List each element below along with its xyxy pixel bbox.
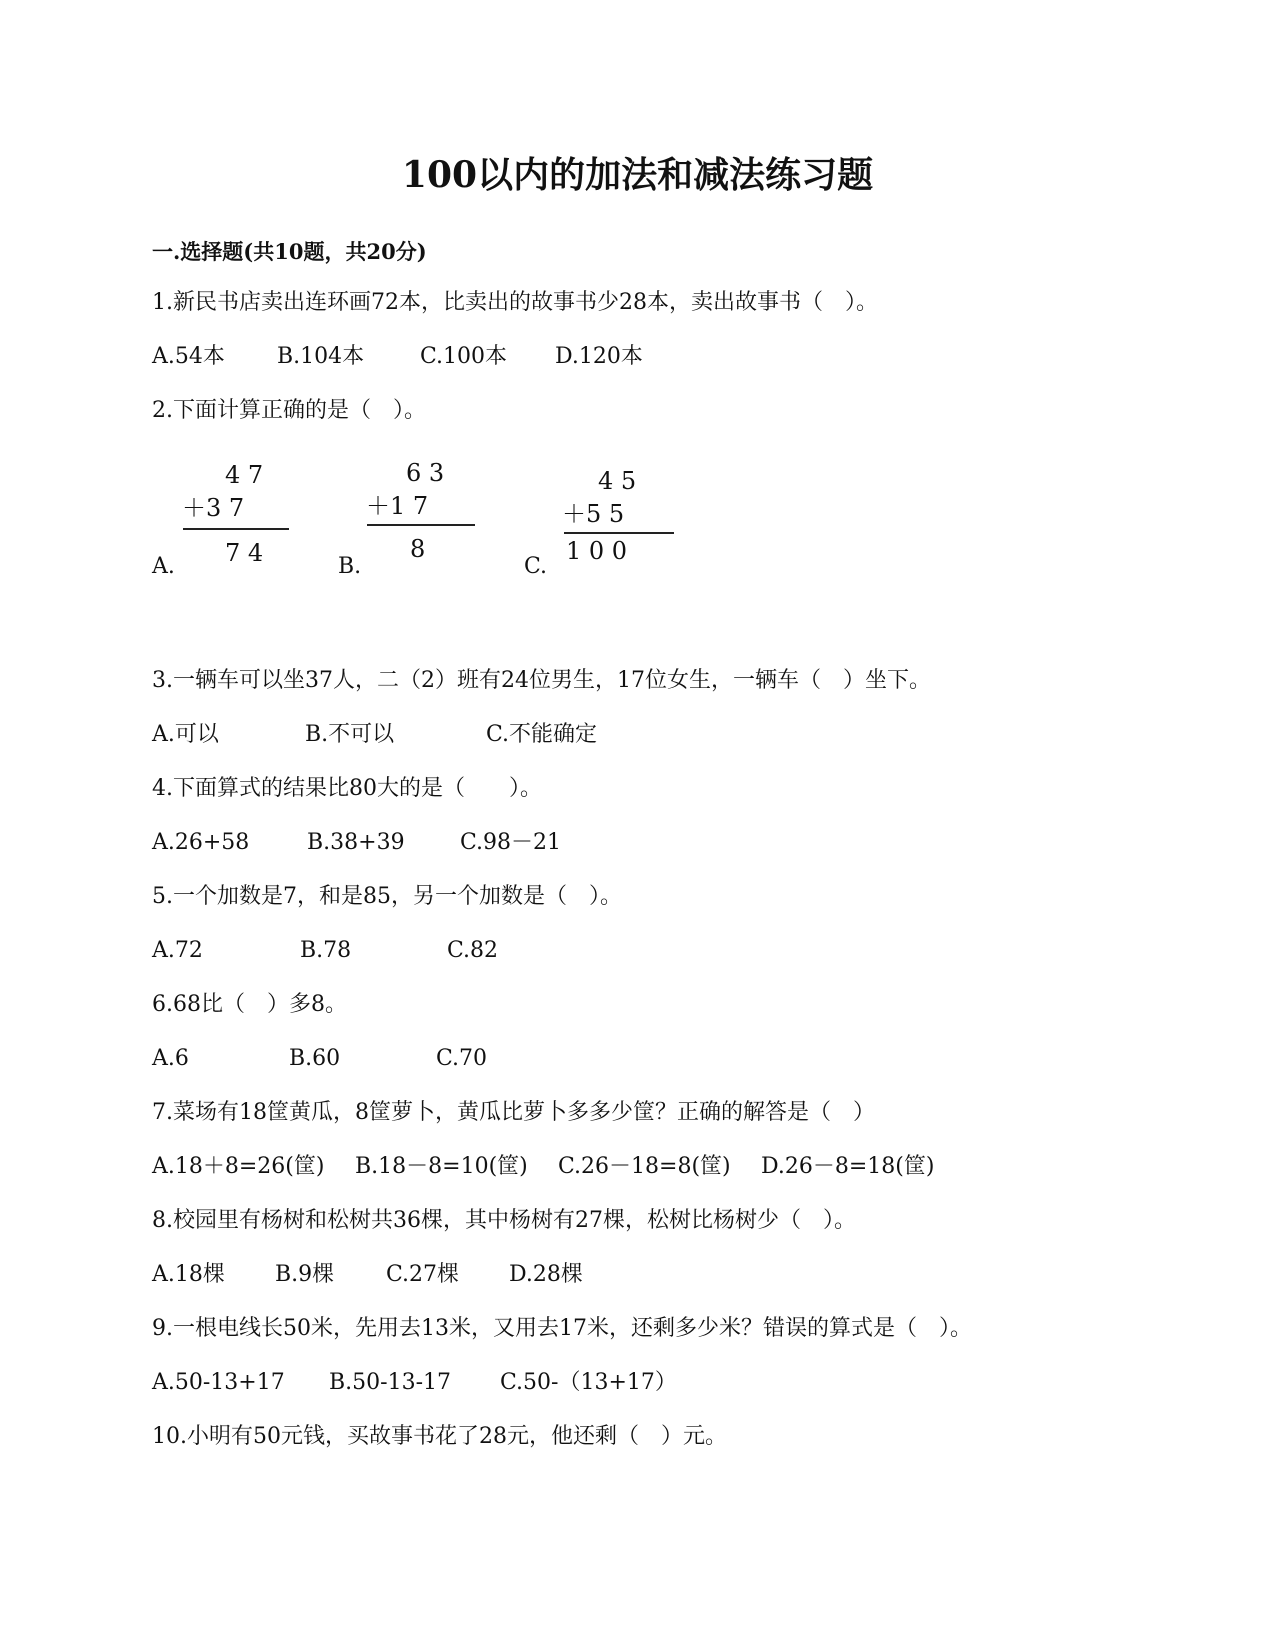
q2-c-sum-line: [564, 532, 674, 534]
q3-option-b[interactable]: B.不可以: [305, 722, 395, 747]
question-9-options: [152, 1366, 677, 1400]
question-7-options: [152, 1150, 934, 1184]
q5-option-a[interactable]: A.72: [152, 938, 203, 963]
question-4-options: [152, 826, 561, 860]
question-10: 10.小明有50元钱，买故事书花了28元，他还剩（ ）元。: [152, 1424, 727, 1449]
q4-option-b[interactable]: B.38+39: [307, 830, 405, 855]
q2-option-c-label: C.: [524, 554, 548, 579]
q8-option-b[interactable]: B.9棵: [275, 1262, 335, 1287]
q7-option-c[interactable]: C.26－18=8(筐): [558, 1154, 731, 1179]
q4-option-c[interactable]: C.98－21: [460, 830, 562, 855]
section-heading: 一.选择题(共10题，共20分): [152, 239, 427, 264]
question-8-options: [152, 1258, 583, 1292]
q6-option-c[interactable]: C.70: [436, 1046, 488, 1071]
q1-option-b[interactable]: B.104本: [277, 344, 365, 369]
question-4: 4.下面算式的结果比80大的是（ ）。: [152, 776, 542, 801]
q2-c-result: 1 0 0: [566, 537, 628, 565]
q6-option-a[interactable]: A.6: [152, 1046, 189, 1071]
q8-option-c[interactable]: C.27棵: [386, 1262, 460, 1287]
question-6: 6.68比（ ）多8。: [152, 992, 347, 1017]
q7-option-d[interactable]: D.26－8=18(筐): [761, 1154, 935, 1179]
q8-option-a[interactable]: A.18棵: [152, 1262, 225, 1287]
q1-option-a[interactable]: A.54本: [152, 344, 225, 369]
question-7: 7.菜场有18筐黄瓜，8筐萝卜，黄瓜比萝卜多多少筐？正确的解答是（ ）: [152, 1100, 875, 1125]
q2-a-sum-line: [183, 528, 289, 530]
q4-option-a[interactable]: A.26+58: [152, 830, 250, 855]
q1-option-c[interactable]: C.100本: [420, 344, 508, 369]
q5-option-b[interactable]: B.78: [300, 938, 352, 963]
question-6-options: [152, 1042, 487, 1076]
page-title: 100以内的加法和减法练习题: [401, 154, 874, 196]
q2-b-result: 8: [410, 535, 426, 563]
question-2: 2.下面计算正确的是（ ）。: [152, 398, 426, 423]
question-9: 9.一根电线长50米，先用去13米，又用去17米，还剩多少米？错误的算式是（ ）。: [152, 1316, 972, 1341]
question-1-options: [152, 340, 643, 374]
q2-b-top-addend: 6 3: [406, 459, 445, 487]
question-8: 8.校园里有杨树和松树共36棵，其中杨树有27棵，松树比杨树少（ ）。: [152, 1208, 856, 1233]
q7-option-a[interactable]: A.18＋8=26(筐): [152, 1154, 325, 1179]
question-3-options: [152, 718, 597, 752]
q3-option-c[interactable]: C.不能确定: [486, 722, 598, 747]
question-5-options: [152, 934, 498, 968]
q9-option-c[interactable]: C.50-（13+17）: [500, 1370, 677, 1395]
question-3: 3.一辆车可以坐37人，二（2）班有24位男生，17位女生，一辆车（ ）坐下。: [152, 668, 931, 693]
q2-option-a-label: A.: [152, 554, 175, 579]
q2-b-sum-line: [367, 524, 475, 526]
q9-option-a[interactable]: A.50-13+17: [152, 1370, 285, 1395]
q5-option-c[interactable]: C.82: [447, 938, 499, 963]
q2-b-bottom-addend: ＋1 7: [366, 492, 429, 520]
q2-a-top-addend: 4 7: [225, 461, 264, 489]
q2-a-result: 7 4: [225, 539, 264, 567]
question-5: 5.一个加数是7，和是85，另一个加数是（ ）。: [152, 884, 622, 909]
q1-option-d[interactable]: D.120本: [555, 344, 643, 369]
q6-option-b[interactable]: B.60: [289, 1046, 341, 1071]
q2-a-bottom-addend: ＋3 7: [182, 494, 245, 522]
q2-c-top-addend: 4 5: [598, 467, 637, 495]
q2-option-b-label: B.: [338, 554, 362, 579]
q9-option-b[interactable]: B.50-13-17: [329, 1370, 452, 1395]
q3-option-a[interactable]: A.可以: [152, 722, 219, 747]
q2-c-bottom-addend: ＋5 5: [562, 500, 625, 528]
q7-option-b[interactable]: B.18－8=10(筐): [355, 1154, 528, 1179]
question-1: 1.新民书店卖出连环画72本，比卖出的故事书少28本，卖出故事书（ ）。: [152, 290, 878, 315]
q8-option-d[interactable]: D.28棵: [509, 1262, 583, 1287]
